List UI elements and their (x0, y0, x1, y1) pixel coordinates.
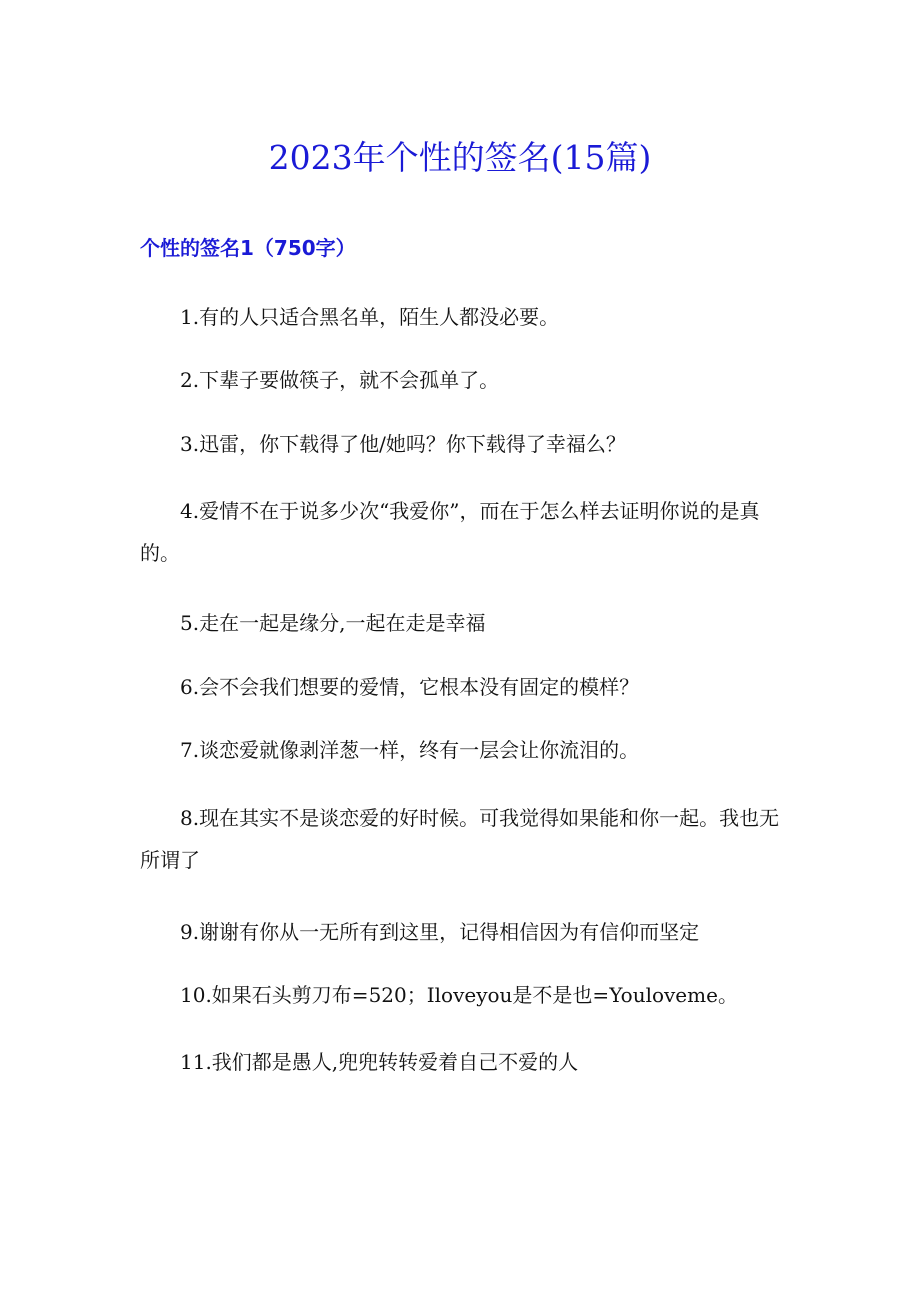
list-item: 5.走在一起是缘分,一起在走是幸福 (180, 611, 486, 635)
section-heading: 个性的签名1（750字） (140, 236, 356, 260)
list-item: 7.谈恋爱就像剥洋葱一样，终有一层会让你流泪的。 (180, 738, 640, 762)
list-item: 10.如果石头剪刀布=520；Iloveyou是不是也=Youloveme。 (180, 983, 738, 1007)
list-item: 3.迅雷，你下载得了他/她吗？你下载得了幸福么？ (180, 432, 626, 456)
list-item: 1.有的人只适合黑名单，陌生人都没必要。 (180, 305, 560, 329)
list-item: 4.爱情不在于说多少次“我爱你”，而在于怎么样去证明你说的是真的。 (140, 499, 760, 565)
list-item: 2.下辈子要做筷子，就不会孤单了。 (180, 368, 500, 392)
document-title: 2023年个性的签名(15篇) (268, 138, 652, 177)
list-item: 8.现在其实不是谈恋爱的好时候。可我觉得如果能和你一起。我也无所谓了 (140, 806, 780, 872)
list-item: 6.会不会我们想要的爱情，它根本没有固定的模样？ (180, 675, 640, 699)
list-item: 9.谢谢有你从一无所有到这里，记得相信因为有信仰而坚定 (180, 920, 700, 944)
list-item: 11.我们都是愚人,兜兜转转爱着自己不爱的人 (180, 1050, 579, 1074)
